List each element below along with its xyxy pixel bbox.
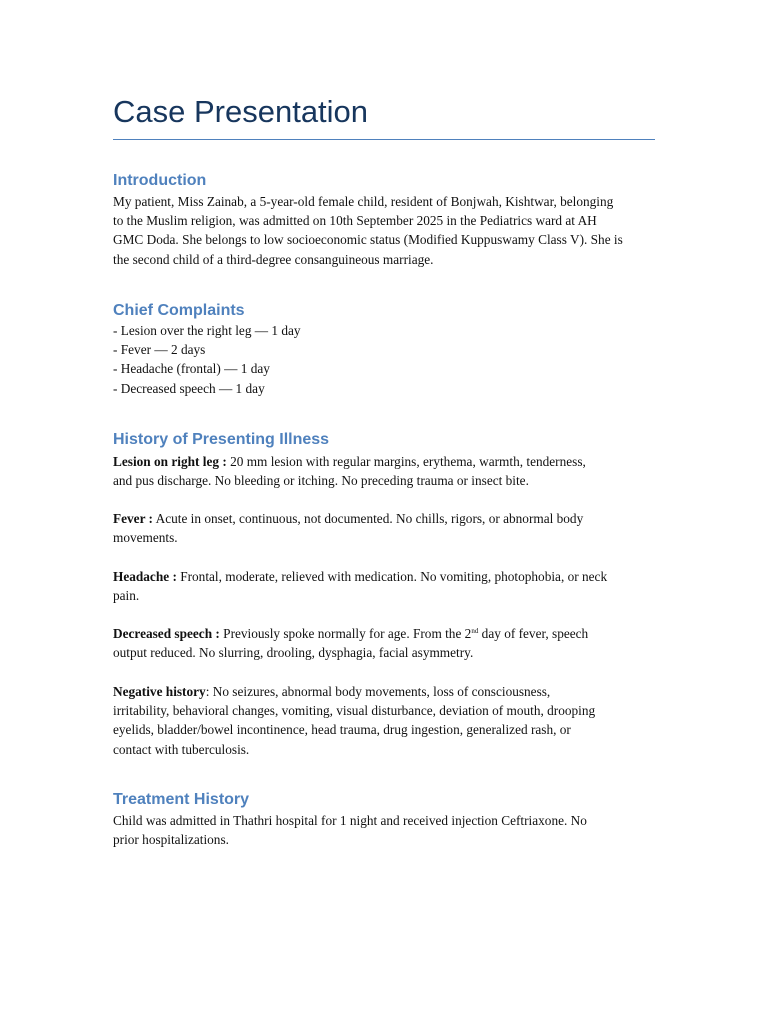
lesion-paragraph xyxy=(113,452,658,490)
text-line: Child was admitted in Thathri hospital for 1 night and received injection Ceftriaxone. No xyxy=(113,813,587,828)
chief-complaints-list xyxy=(113,321,658,398)
text-line: contact with tuberculosis. xyxy=(113,741,250,757)
complaint-item: - Headache (frontal) — 1 day xyxy=(113,361,270,377)
text-line: irritability, behavioral changes, vomiting, visual disturbance, deviation of mouth, drooping xyxy=(113,703,596,719)
text-line: the second child of a third-degree consanguineous marriage. xyxy=(113,251,434,267)
headache-label: Headache : xyxy=(113,569,177,584)
treatment-history-heading: Treatment History xyxy=(113,791,250,808)
text-line: GMC Doda. She belongs to low socioeconomic status (Modified Kuppuswamy Class V). She is xyxy=(113,232,623,248)
negative-history-paragraph xyxy=(113,682,658,759)
speech-paragraph xyxy=(113,624,658,662)
ordinal-suffix: nd xyxy=(471,627,479,635)
title-underline xyxy=(113,139,655,140)
fever-text: Acute in onset, continuous, not documented. No chills, rigors, or abnormal body xyxy=(153,511,584,526)
treatment-history-paragraph xyxy=(113,811,658,849)
text-line: eyelids, bladder/bowel incontinence, head trauma, drug ingestion, generalized rash, or xyxy=(113,722,571,738)
speech-label: Decreased speech : xyxy=(113,626,220,641)
speech-text-cont: day of fever, speech xyxy=(478,626,589,641)
headache-text: Frontal, moderate, relieved with medication. No vomiting, photophobia, or neck xyxy=(176,569,608,584)
complaint-item: - Decreased speech — 1 day xyxy=(113,380,265,396)
text-line: prior hospitalizations. xyxy=(113,832,229,848)
text-line: output reduced. No slurring, drooling, dysphagia, facial asymmetry. xyxy=(113,645,474,661)
introduction-heading: Introduction xyxy=(113,172,207,189)
text-line: pain. xyxy=(113,588,140,604)
text-line: to the Muslim religion, was admitted on 10th September 2025 in the Pediatrics ward at AH xyxy=(113,213,597,229)
negative-history-label: Negative history xyxy=(113,684,206,699)
complaint-item: - Fever — 2 days xyxy=(113,342,206,358)
text-line: My patient, Miss Zainab, a 5-year-old female child, resident of Bonjwah, Kishtwar, belonging xyxy=(113,194,614,209)
document-title: Case Presentation xyxy=(113,94,369,129)
speech-text: Previously spoke normally for age. From the 2 xyxy=(219,626,472,641)
text-line: and pus discharge. No bleeding or itching. No preceding trauma or insect bite. xyxy=(113,473,529,489)
lesion-text: 20 mm lesion with regular margins, erythema, warmth, tenderness, xyxy=(226,454,586,469)
headache-paragraph xyxy=(113,567,658,605)
text-line: movements. xyxy=(113,530,178,546)
complaint-item: - Lesion over the right leg — 1 day xyxy=(113,323,301,338)
fever-label: Fever : xyxy=(113,511,153,526)
negative-history-text: : No seizures, abnormal body movements, loss of consciousness, xyxy=(205,684,551,699)
fever-paragraph xyxy=(113,509,658,547)
chief-complaints-heading: Chief Complaints xyxy=(113,302,245,319)
introduction-paragraph xyxy=(113,192,658,269)
hopi-heading: History of Presenting Illness xyxy=(113,431,330,448)
lesion-label: Lesion on right leg : xyxy=(113,454,227,469)
